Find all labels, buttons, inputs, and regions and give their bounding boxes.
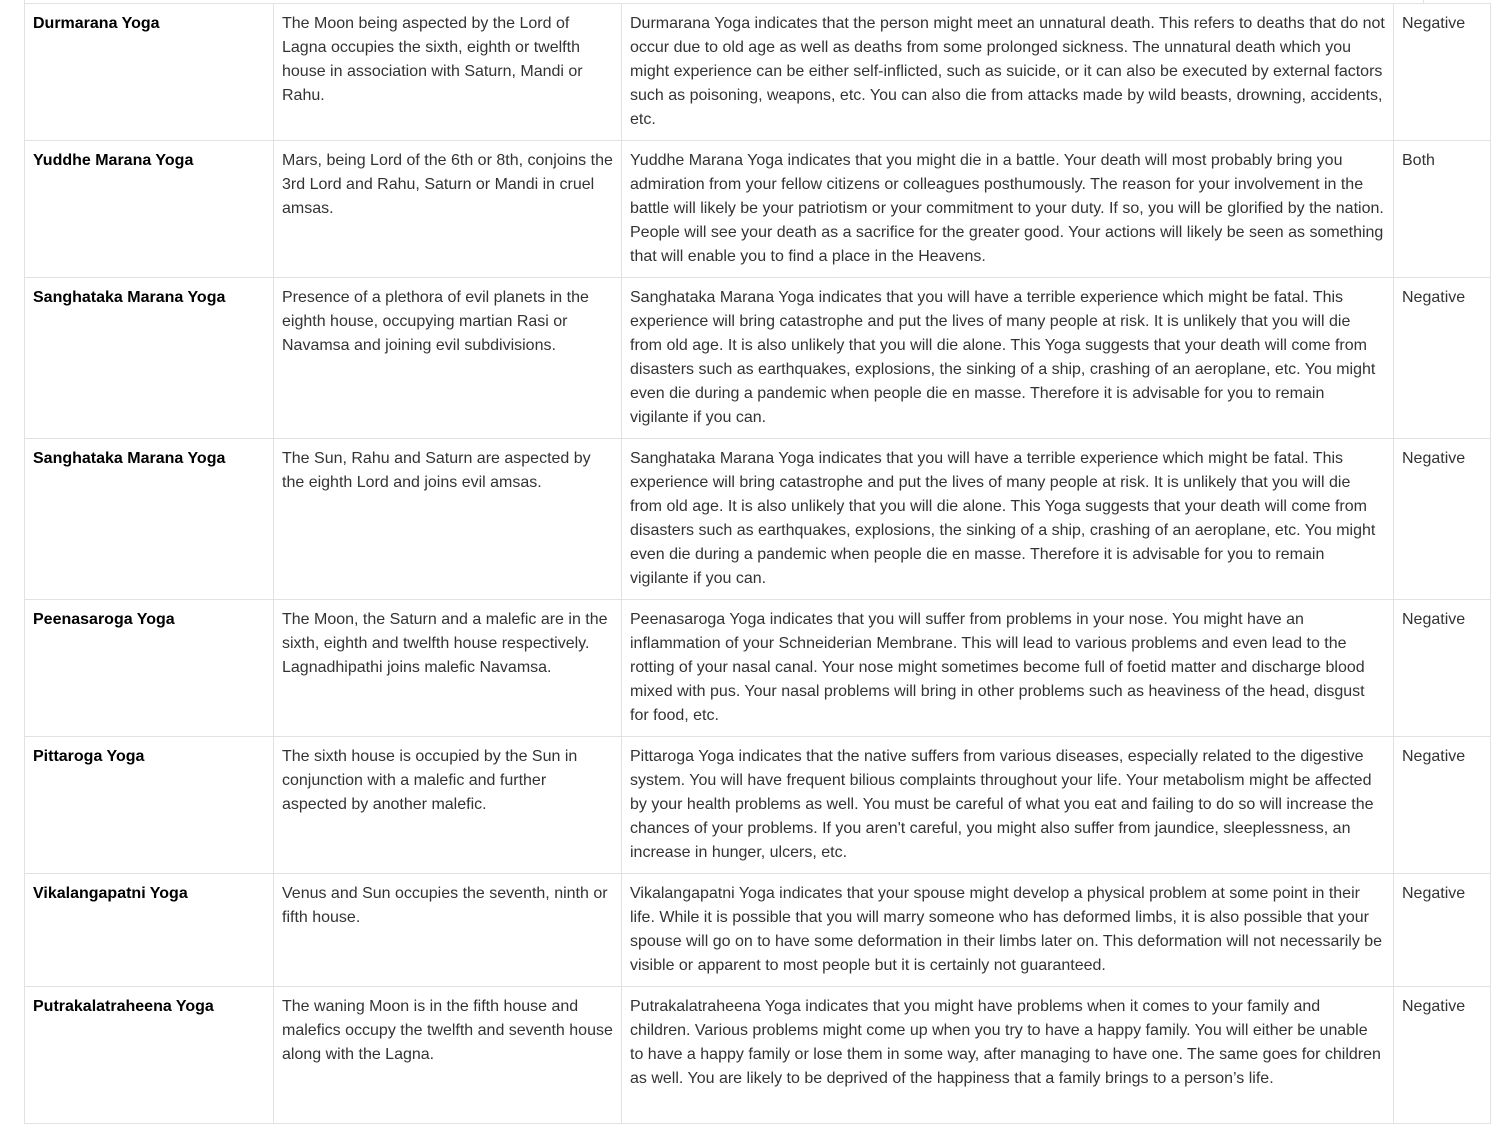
yoga-condition-cell: Venus and Sun occupies the seventh, ninth or fifth house. xyxy=(274,874,622,987)
yoga-condition-cell: Mars, being Lord of the 6th or 8th, conjoins the 3rd Lord and Rahu, Saturn or Mandi in cruel amsas. xyxy=(274,141,622,278)
yoga-description-cell: Vikalangapatni Yoga indicates that your spouse might develop a physical problem at some point in their life. While it is possible that you will marry someone who has deformed limbs, it is also possible that your spouse will go on to have some deformation in their limbs later on. This deformation will not necessarily be visible or apparent to most people but it is certainly not guaranteed. xyxy=(622,874,1394,987)
yoga-nature-cell: Both xyxy=(1394,141,1491,278)
yoga-description-cell: Pittaroga Yoga indicates that the native suffers from various diseases, especially related to the digestive system. You will have frequent bilious complaints throughout your life. Your metabolism might be affected by your health problems as well. You must be careful of what you eat and failing to do so will increase the chances of your problems. If you aren't careful, you might also suffer from jaundice, sleeplessness, an increase in hunger, ulcers, etc. xyxy=(622,737,1394,874)
yoga-name-cell: Sanghataka Marana Yoga xyxy=(25,278,274,439)
yoga-description-cell: Putrakalatraheena Yoga indicates that you might have problems when it comes to your family and children. Various problems might come up when you try to have a happy family. You will either be unable to have a happy family or lose them in some way, after managing to have one. The same goes for children as well. You are likely to be deprived of the happiness that a family brings to a person’s life. xyxy=(622,987,1394,1124)
table-row xyxy=(25,600,1491,737)
table-row xyxy=(25,4,1491,141)
yoga-condition-cell: The sixth house is occupied by the Sun in conjunction with a malefic and further aspected by another malefic. xyxy=(274,737,622,874)
table-row xyxy=(25,439,1491,600)
yoga-condition-cell: The waning Moon is in the fifth house and malefics occupy the twelfth and seventh house along with the Lagna. xyxy=(274,987,622,1124)
yoga-nature-cell: Negative xyxy=(1394,439,1491,600)
yoga-nature-cell: Negative xyxy=(1394,600,1491,737)
yoga-nature-cell: Negative xyxy=(1394,737,1491,874)
yoga-description-cell: Peenasaroga Yoga indicates that you will suffer from problems in your nose. You might have an inflammation of your Schneiderian Membrane. This will lead to various problems and even lead to the rotting of your nasal canal. Your nose might sometimes become full of foetid matter and discharge blood mixed with pus. Your nasal problems will bring in other problems such as heaviness of the head, disgust for food, etc. xyxy=(622,600,1394,737)
table-row xyxy=(25,278,1491,439)
yoga-description-cell: Sanghataka Marana Yoga indicates that you will have a terrible experience which might be fatal. This experience will bring catastrophe and put the lives of many people at risk. It is unlikely that you will die from old age. It is also unlikely that you will die alone. This Yoga suggests that your death will come from disasters such as earthquakes, explosions, the sinking of a ship, crashing of an aeroplane, etc. You might even die during a pandemic when people die en masse. Therefore it is advisable for you to remain vigilante if you can. xyxy=(622,278,1394,439)
yoga-condition-cell: The Moon, the Saturn and a malefic are in the sixth, eighth and twelfth house respectively. Lagnadhipathi joins malefic Navamsa. xyxy=(274,600,622,737)
yoga-description-cell: Sanghataka Marana Yoga indicates that you will have a terrible experience which might be fatal. This experience will bring catastrophe and put the lives of many people at risk. It is unlikely that you will die from old age. It is also unlikely that you will die alone. This Yoga suggests that your death will come from disasters such as earthquakes, explosions, the sinking of a ship, crashing of an aeroplane, etc. You might even die during a pandemic when people die en masse. Therefore it is advisable for you to remain vigilante if you can. xyxy=(622,439,1394,600)
yoga-description-cell: Durmarana Yoga indicates that the person might meet an unnatural death. This refers to deaths that do not occur due to old age as well as deaths from some prolonged sickness. The unnatural death which you might experience can be either self-inflicted, such as suicide, or it can also be executed by external factors such as poisoning, weapons, etc. You can also die from attacks made by wild beasts, drowning, accidents, etc. xyxy=(622,4,1394,141)
yoga-name-cell: Vikalangapatni Yoga xyxy=(25,874,274,987)
yoga-description-cell: Yuddhe Marana Yoga indicates that you might die in a battle. Your death will most probably bring you admiration from your fellow citizens or colleagues posthumously. The reason for your involvement in the battle will likely be your patriotism or your commitment to your duty. If so, you will be glorified by the nation. People will see your death as a sacrifice for the greater good. Your actions will likely be seen as something that will enable you to find a place in the Heavens. xyxy=(622,141,1394,278)
table-row xyxy=(25,987,1491,1124)
yoga-name-cell: Yuddhe Marana Yoga xyxy=(25,141,274,278)
yoga-nature-cell: Negative xyxy=(1394,987,1491,1124)
yoga-condition-cell: Presence of a plethora of evil planets in the eighth house, occupying martian Rasi or Navamsa and joining evil subdivisions. xyxy=(274,278,622,439)
yoga-name-cell: Putrakalatraheena Yoga xyxy=(25,987,274,1124)
yoga-nature-cell: Negative xyxy=(1394,874,1491,987)
yoga-nature-cell: Negative xyxy=(1394,278,1491,439)
yoga-condition-cell: The Sun, Rahu and Saturn are aspected by the eighth Lord and joins evil amsas. xyxy=(274,439,622,600)
yoga-nature-cell: Negative xyxy=(1394,4,1491,141)
yoga-table xyxy=(24,3,1491,1124)
table-row xyxy=(25,141,1491,278)
table-row xyxy=(25,737,1491,874)
yoga-table-container xyxy=(24,3,1466,1124)
yoga-name-cell: Sanghataka Marana Yoga xyxy=(25,439,274,600)
yoga-condition-cell: The Moon being aspected by the Lord of Lagna occupies the sixth, eighth or twelfth house in association with Saturn, Mandi or Rahu. xyxy=(274,4,622,141)
yoga-name-cell: Pittaroga Yoga xyxy=(25,737,274,874)
yoga-name-cell: Durmarana Yoga xyxy=(25,4,274,141)
table-row xyxy=(25,874,1491,987)
yoga-name-cell: Peenasaroga Yoga xyxy=(25,600,274,737)
